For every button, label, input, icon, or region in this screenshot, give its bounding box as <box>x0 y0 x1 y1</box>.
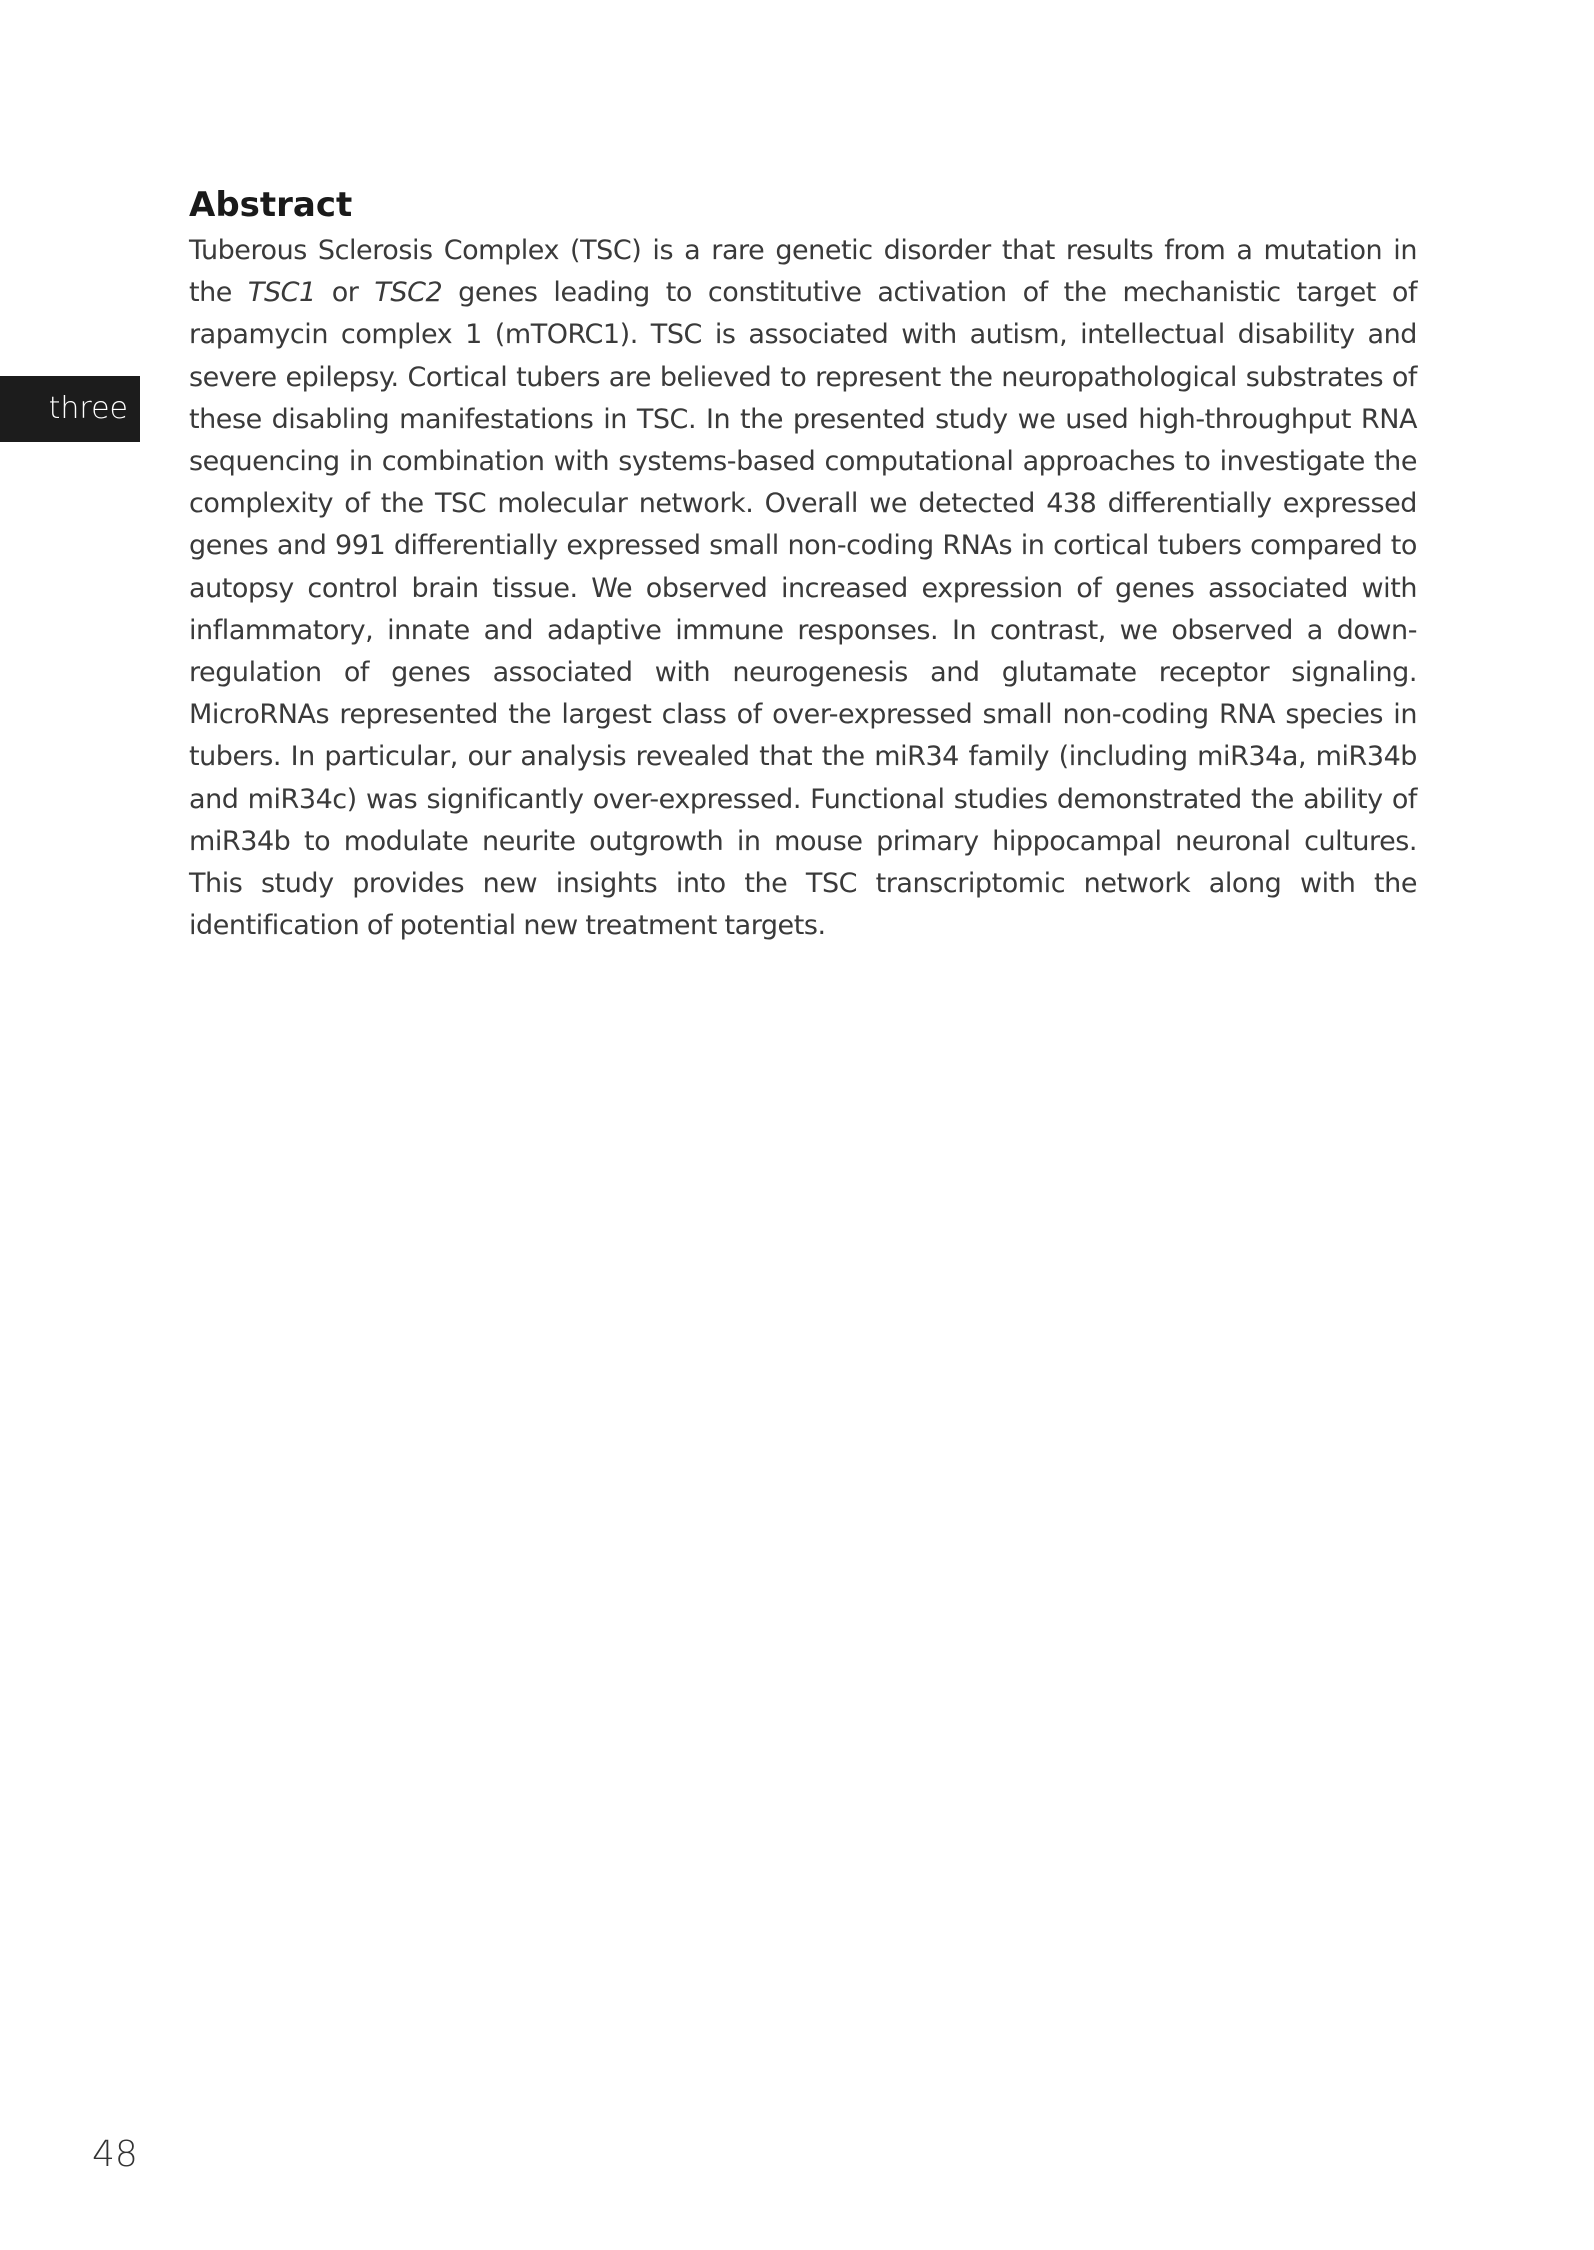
abstract-body <box>189 230 1417 947</box>
abstract-text-3: genes leading to constitutive activation of the mechanistic target of rapamycin complex 1 (mTORC1). TSC is associated with autism, intellectual disability and severe epilepsy. Cortical tubers are believed to represent the neuropathological substrates of these disabling manifestations in TSC. In the presented study we used high-throughput RNA sequencing in combination with systems-based computational approaches to investigate the complexity of the TSC molecular network. Overall we detected 438 differentially expressed genes and 991 differentially expressed small non-coding RNAs in cortical tubers compared to autopsy control brain tissue. We observed increased expression of genes associated with inflammatory, innate and adaptive immune responses. In contrast, we observed a down-regulation of genes associated with neurogenesis and glutamate receptor signaling. MicroRNAs represented the largest class of over-expressed small non-coding RNA species in tubers. In particular, our analysis revealed that the miR34 family (including miR34a, miR34b and miR34c) was significantly over-expressed. Functional studies demonstrated the ability of miR34b to modulate neurite outgrowth in mouse primary hippocampal neuronal cultures. This study provides new insights into the TSC transcriptomic network along with the identification of potential new treatment targets. <box>189 277 1417 942</box>
chapter-tab-label: three <box>48 391 128 426</box>
abstract-text-1: Tuberous Sclerosis Complex (TSC) is a rare genetic disorder that results from a mutation in the <box>189 235 1417 309</box>
chapter-tab <box>0 376 140 442</box>
abstract-text-2: or <box>315 277 375 309</box>
abstract-heading: Abstract <box>189 185 353 225</box>
page-number: 48 <box>92 2134 138 2175</box>
abstract-section <box>189 180 1417 947</box>
gene-tsc1: TSC1 <box>247 277 316 309</box>
gene-tsc2: TSC2 <box>374 277 443 309</box>
